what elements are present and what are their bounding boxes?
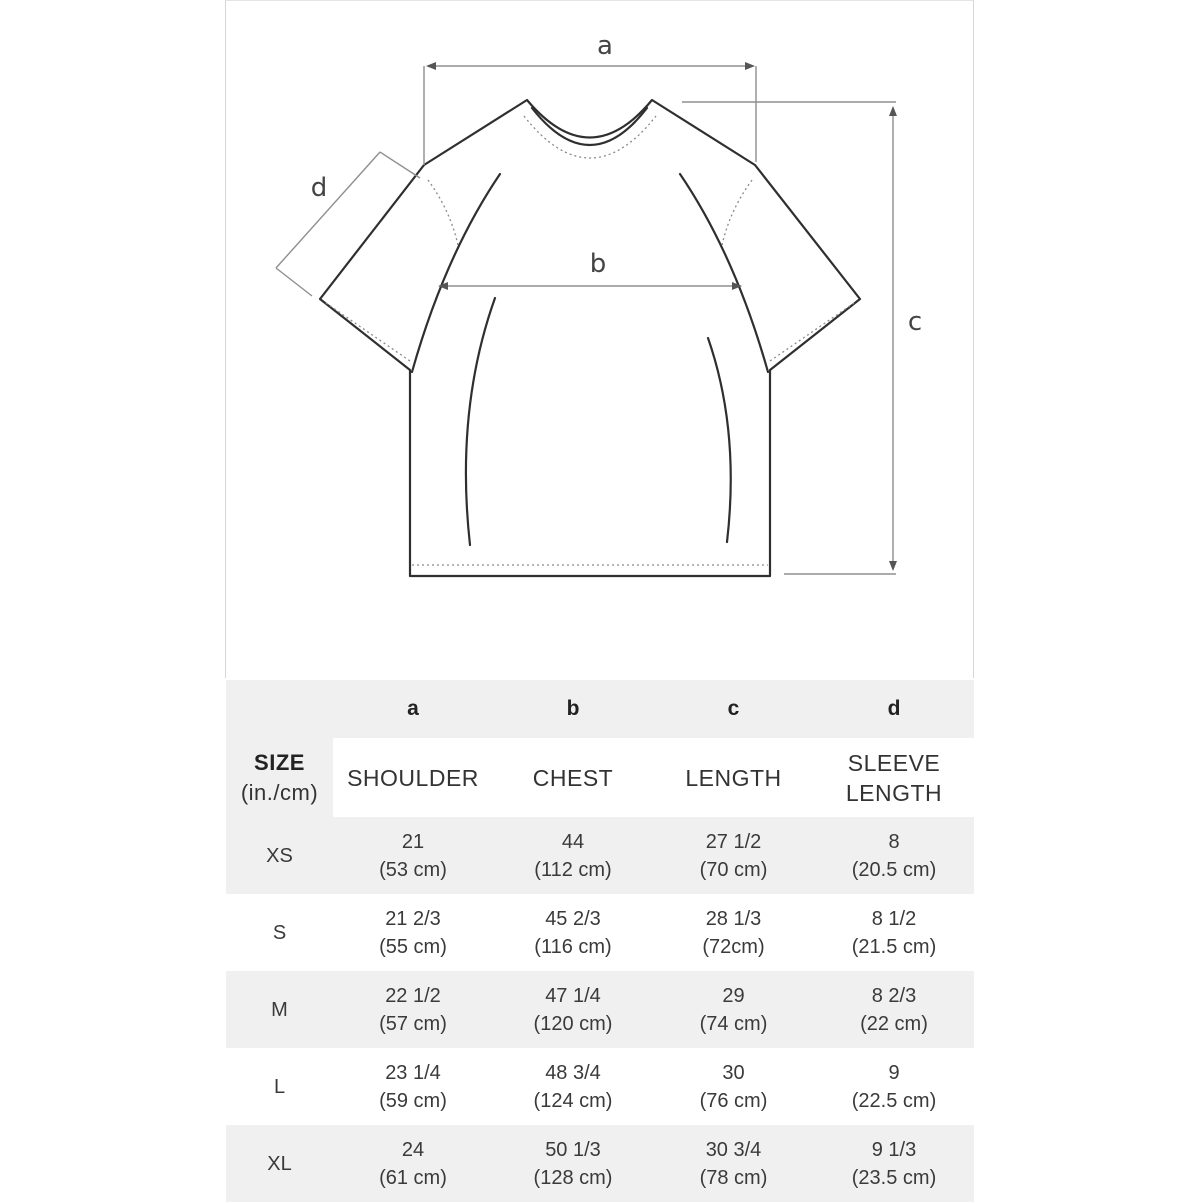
value-cm: (112 cm) <box>534 858 612 881</box>
value-cell <box>814 1125 974 1202</box>
size-cell: XL <box>226 1125 333 1202</box>
value-cell <box>333 1125 493 1202</box>
value-cell <box>333 817 493 894</box>
value-cm: (22 cm) <box>860 1012 928 1035</box>
value-inches: 50 1/3 <box>545 1138 601 1161</box>
fold-line-left <box>466 298 495 545</box>
value-cm: (78 cm) <box>699 1166 768 1189</box>
value-cell <box>333 971 493 1048</box>
raglan-seam-left <box>412 174 500 372</box>
label-c: c <box>907 307 923 337</box>
size-title: SIZE <box>254 749 305 775</box>
value-inches: 29 <box>722 984 745 1007</box>
header-row <box>226 738 974 817</box>
table-row <box>226 971 974 1048</box>
fold-line-right <box>708 338 731 542</box>
label-b: b <box>589 249 607 279</box>
value-inches: 45 2/3 <box>545 907 601 930</box>
value-cell <box>814 971 974 1048</box>
value-cm: (55 cm) <box>379 935 447 958</box>
column-header-chest: CHEST <box>532 764 614 791</box>
value-inches: 24 <box>401 1138 425 1161</box>
value-cm: (124 cm) <box>533 1089 613 1112</box>
value-inches: 28 1/3 <box>705 907 762 930</box>
value-cell <box>493 1125 653 1202</box>
value-cell <box>814 894 974 971</box>
value-cell <box>653 817 814 894</box>
value-cell <box>333 894 493 971</box>
tshirt-outline <box>320 100 860 576</box>
value-cm: (61 cm) <box>379 1166 447 1189</box>
letter-cell-empty <box>226 680 333 738</box>
value-cm: (22.5 cm) <box>851 1089 937 1112</box>
sleeve-seam-stitch-right <box>722 180 752 245</box>
value-cell <box>333 1048 493 1125</box>
letter-cell-c: c <box>653 680 814 738</box>
value-cm: (53 cm) <box>379 858 447 881</box>
value-cell <box>493 971 653 1048</box>
size-unit: (in./cm) <box>240 779 319 805</box>
value-inches: 9 1/3 <box>871 1138 917 1161</box>
letter-cell-d: d <box>814 680 974 738</box>
value-inches: 44 <box>561 830 585 853</box>
sleeve-hem-stitch-right <box>770 303 854 361</box>
value-cell <box>493 1048 653 1125</box>
raglan-seam-right <box>680 174 768 372</box>
column-header-shoulder: SHOULDER <box>347 764 479 791</box>
value-inches: 30 3/4 <box>705 1138 762 1161</box>
value-cm: (76 cm) <box>699 1089 768 1112</box>
letter-cell-a: a <box>333 680 493 738</box>
value-inches: 21 <box>401 830 425 853</box>
value-inches: 47 1/4 <box>545 984 601 1007</box>
value-inches: 48 3/4 <box>545 1061 601 1084</box>
value-inches: 23 1/4 <box>385 1061 441 1084</box>
value-cell <box>493 894 653 971</box>
table-row <box>226 817 974 894</box>
value-cm: (21.5 cm) <box>851 935 937 958</box>
value-cm: (70 cm) <box>699 858 768 881</box>
table-row <box>226 1048 974 1125</box>
value-cm: (57 cm) <box>379 1012 447 1035</box>
value-cell <box>653 894 814 971</box>
value-cell <box>653 971 814 1048</box>
value-inches: 8 2/3 <box>871 984 917 1007</box>
value-cm: (72cm) <box>702 935 765 958</box>
column-header-length: LENGTH <box>685 764 782 791</box>
size-cell: M <box>226 971 333 1048</box>
value-cm: (59 cm) <box>379 1089 447 1112</box>
sleeve-hem-stitch-left <box>326 303 410 361</box>
measure-d-line <box>276 152 380 268</box>
value-inches: 21 2/3 <box>385 907 441 930</box>
size-table <box>226 680 974 1202</box>
value-cell <box>493 817 653 894</box>
value-cell <box>814 1048 974 1125</box>
value-inches: 8 <box>888 830 900 853</box>
value-inches: 8 1/2 <box>871 907 917 930</box>
value-cm: (23.5 cm) <box>851 1166 937 1189</box>
value-cell <box>814 817 974 894</box>
column-header-sleeve-length: SLEEVE LENGTH <box>845 749 943 806</box>
value-inches: 30 <box>722 1061 745 1084</box>
value-cell <box>653 1125 814 1202</box>
collar-inner <box>532 108 647 145</box>
value-inches: 9 <box>888 1061 900 1084</box>
size-cell: S <box>272 921 287 944</box>
table-row <box>226 894 974 971</box>
size-cell: L <box>273 1075 286 1098</box>
size-cell: XS <box>226 817 333 894</box>
letter-cell-b: b <box>493 680 653 738</box>
value-cm: (74 cm) <box>699 1012 768 1035</box>
value-cm: (120 cm) <box>533 1012 613 1035</box>
value-cm: (20.5 cm) <box>851 858 937 881</box>
label-a: a <box>597 31 613 61</box>
size-header-cell <box>226 738 333 817</box>
value-cell <box>653 1048 814 1125</box>
value-inches: 22 1/2 <box>385 984 441 1007</box>
value-cm: (128 cm) <box>533 1166 613 1189</box>
value-inches: 27 1/2 <box>705 830 762 853</box>
value-cm: (116 cm) <box>534 935 612 958</box>
sleeve-seam-stitch-left <box>428 180 458 245</box>
label-d: d <box>310 173 328 203</box>
table-row <box>226 1125 974 1202</box>
letter-row <box>226 680 974 738</box>
